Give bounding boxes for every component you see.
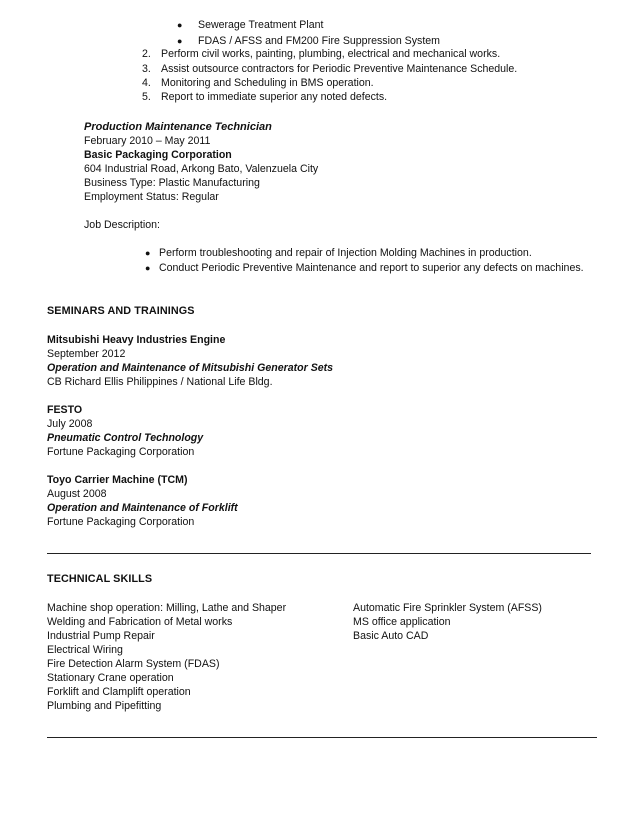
- section-heading-skills: TECHNICAL SKILLS: [47, 573, 153, 585]
- skill-item: Electrical Wiring: [47, 644, 123, 656]
- sub-bullet-item: Sewerage Treatment Plant: [198, 19, 324, 31]
- skill-item: Basic Auto CAD: [353, 630, 429, 642]
- list-number: 3.: [142, 63, 151, 75]
- numbered-item: Monitoring and Scheduling in BMS operation.: [161, 77, 374, 89]
- numbered-item: Report to immediate superior any noted defects.: [161, 91, 388, 103]
- skill-item: Machine shop operation: Milling, Lathe and Shaper: [47, 602, 287, 614]
- business-type: Business Type: Plastic Manufacturing: [84, 177, 260, 189]
- bullet-icon: ●: [145, 248, 151, 258]
- list-number: 2.: [142, 48, 151, 60]
- skill-item: Forklift and Clamplift operation: [47, 686, 191, 698]
- section-heading-seminars: SEMINARS AND TRAININGS: [47, 305, 195, 317]
- skill-item: Fire Detection Alarm System (FDAS): [47, 658, 220, 670]
- duty-item: Perform troubleshooting and repair of Injection Molding Machines in production.: [159, 247, 532, 259]
- numbered-item: Perform civil works, painting, plumbing, electrical and mechanical works.: [161, 48, 501, 60]
- job-title: Production Maintenance Technician: [84, 121, 272, 133]
- company-address: 604 Industrial Road, Arkong Bato, Valenzuela City: [84, 163, 319, 175]
- list-number: 5.: [142, 91, 151, 103]
- seminar-org: FESTO: [47, 404, 83, 416]
- skill-item: MS office application: [353, 616, 451, 628]
- seminar-course: Pneumatic Control Technology: [47, 432, 204, 444]
- bullet-icon: ●: [145, 263, 151, 273]
- company-name: Basic Packaging Corporation: [84, 149, 232, 161]
- skill-item: Stationary Crane operation: [47, 672, 174, 684]
- seminar-venue: Fortune Packaging Corporation: [47, 516, 195, 528]
- skill-item: Plumbing and Pipefitting: [47, 700, 162, 712]
- employment-status: Employment Status: Regular: [84, 191, 219, 203]
- seminar-course: Operation and Maintenance of Forklift: [47, 502, 238, 514]
- job-description-label: Job Description:: [84, 219, 160, 231]
- duty-item: Conduct Periodic Preventive Maintenance and report to superior any defects on machines.: [159, 262, 584, 274]
- seminar-date: September 2012: [47, 348, 126, 360]
- seminar-venue: CB Richard Ellis Philippines / National Life Bldg.: [47, 376, 273, 388]
- numbered-item: Assist outsource contractors for Periodic Preventive Maintenance Schedule.: [161, 63, 518, 75]
- skill-item: Industrial Pump Repair: [47, 630, 155, 642]
- list-number: 4.: [142, 77, 151, 89]
- seminar-date: August 2008: [47, 488, 107, 500]
- seminar-course: Operation and Maintenance of Mitsubishi Generator Sets: [47, 362, 334, 374]
- section-divider: [47, 553, 591, 554]
- seminar-venue: Fortune Packaging Corporation: [47, 446, 195, 458]
- job-dates: February 2010 – May 2011: [84, 135, 211, 147]
- skill-item: Automatic Fire Sprinkler System (AFSS): [353, 602, 542, 614]
- sub-bullet-item: FDAS / AFSS and FM200 Fire Suppression System: [198, 35, 440, 47]
- bullet-icon: ●: [177, 20, 183, 30]
- bullet-icon: ●: [177, 36, 183, 46]
- skill-item: Welding and Fabrication of Metal works: [47, 616, 233, 628]
- section-divider: [47, 737, 597, 738]
- seminar-org: Mitsubishi Heavy Industries Engine: [47, 334, 226, 346]
- seminar-org: Toyo Carrier Machine (TCM): [47, 474, 188, 486]
- seminar-date: July 2008: [47, 418, 93, 430]
